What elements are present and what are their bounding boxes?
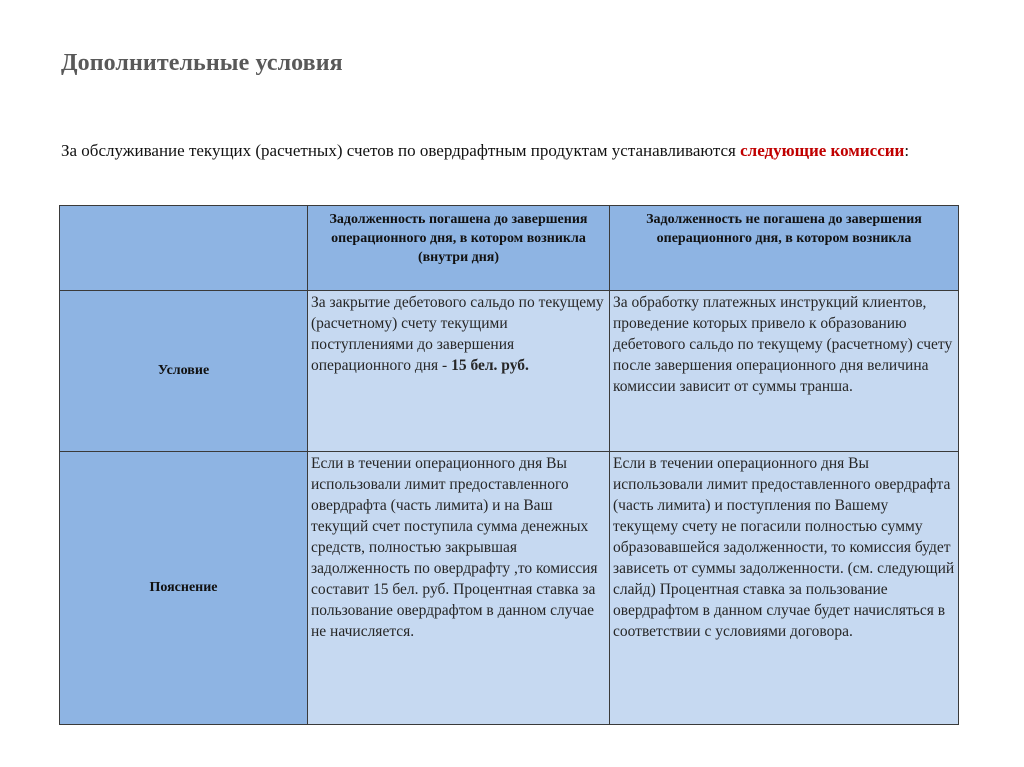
header-overnight: Задолженность не погашена до завершения операционного дня, в котором возникла (646, 212, 922, 246)
intro-end: : (904, 141, 910, 160)
explanation-overnight-text: Если в течении операционного дня Вы использовали лимит предоставленного овердрафта (часть лимита) и поступления по Вашему текущему счету не погасили полностью сумму образовавшейся задолженности, то комиссия будет зависеть от суммы задолженности. (см. следующий слайд) Процентная ставка за пользование овердрафтом в данном случае будет начисляться в соответствии с условиями договора. (613, 455, 955, 640)
table-row (60, 291, 959, 452)
condition-overnight-text: За обработку платежных инструкций клиентов, проведение которых привело к образованию дебетового сальдо по текущему (расчетному) счету после завершения операционного дня величина комиссии зависит от суммы транша. (613, 294, 953, 395)
condition-intraday-amount: 15 бел. руб. (451, 357, 529, 374)
table-cell (610, 452, 959, 725)
table-row (60, 452, 959, 725)
intro-accent: следующие комиссии (740, 141, 905, 160)
header-intraday: Задолженность погашена до завершения операционного дня, в котором возникла (внутри дня) (329, 212, 588, 265)
table-header-cell (610, 206, 959, 291)
table-corner-cell (60, 206, 308, 291)
table-cell (610, 291, 959, 452)
row-label-condition: Условие (60, 291, 308, 452)
intro-text: За обслуживание текущих (расчетных) счетов по овердрафтным продуктам устанавливаются (61, 141, 741, 160)
slide-title: Дополнительные условия (61, 50, 343, 76)
table-cell (308, 452, 610, 725)
table-header-row (60, 206, 959, 291)
commission-table (59, 205, 959, 725)
table-header-cell (308, 206, 610, 291)
row-label-explanation: Пояснение (60, 452, 308, 725)
intro-paragraph (61, 140, 971, 162)
condition-intraday-text: За закрытие дебетового сальдо по текущему (расчетному) счету текущими поступлениями до завершения операционного дня - (311, 294, 604, 374)
explanation-intraday-text: Если в течении операционного дня Вы использовали лимит предоставленного овердрафта (часть лимита) и на Ваш текущий счет поступила сумма денежных средств, полностью закрывшая задолженность по овердрафту ,то комиссия составит 15 бел. руб. Процентная ставка за пользование овердрафтом в данном случае не начисляется. (311, 455, 598, 640)
table-cell (308, 291, 610, 452)
